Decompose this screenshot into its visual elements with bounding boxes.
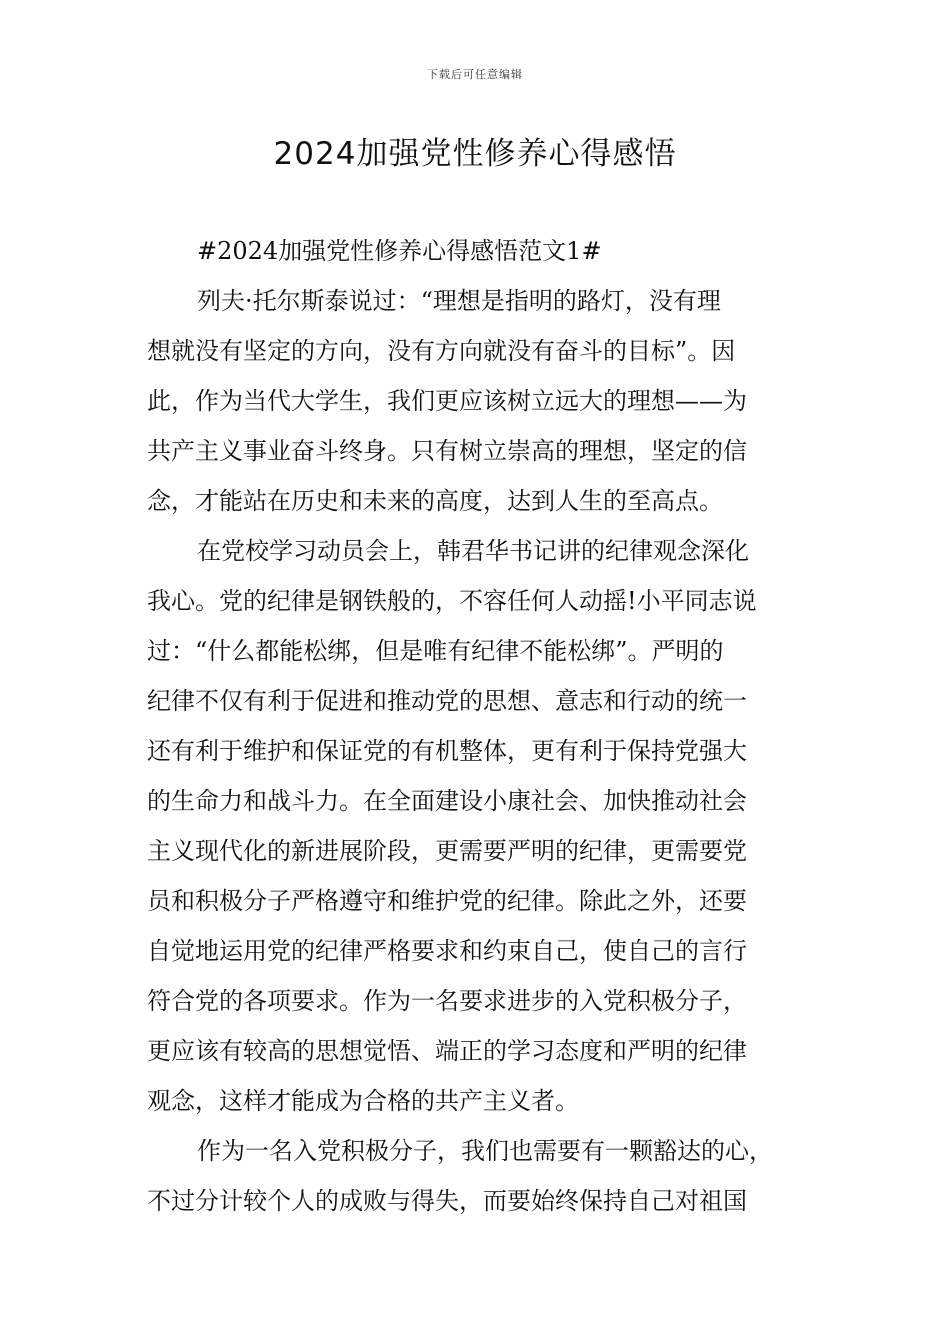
paragraph-2-line: 员和积极分子严格遵守和维护党的纪律。除此之外，还要 — [147, 887, 747, 915]
paragraph-3-line: 不过分计较个人的成败与得失，而要始终保持自己对祖国 — [147, 1187, 747, 1215]
paragraph-3-line: 作为一名入党积极分子，我们也需要有一颗豁达的心， — [197, 1137, 773, 1165]
paragraph-2-line: 还有利于维护和保证党的有机整体，更有利于保持党强大 — [147, 737, 747, 765]
paragraph-1-line: 共产主义事业奋斗终身。只有树立崇高的理想，坚定的信 — [147, 437, 747, 465]
section-heading: #2024加强党性修养心得感悟范文1# — [197, 237, 602, 265]
paragraph-2-line: 自觉地运用党的纪律严格要求和约束自己，使自己的言行 — [147, 937, 747, 965]
paragraph-2-line: 符合党的各项要求。作为一名要求进步的入党积极分子， — [147, 987, 747, 1015]
paragraph-2-line: 观念，这样才能成为合格的共产主义者。 — [147, 1087, 579, 1115]
paragraph-2-line: 在党校学习动员会上，韩君华书记讲的纪律观念深化 — [197, 537, 749, 565]
header-note: 下载后可任意编辑 — [427, 68, 523, 81]
document-body — [147, 226, 817, 1226]
paragraph-1-line: 想就没有坚定的方向，没有方向就没有奋斗的目标”。因 — [147, 337, 736, 365]
paragraph-1-line: 此，作为当代大学生，我们更应该树立远大的理想——为 — [147, 387, 747, 415]
paragraph-2-line: 我心。党的纪律是钢铁般的，不容任何人动摇!小平同志说 — [147, 587, 757, 615]
paragraph-1-line: 念，才能站在历史和未来的高度，达到人生的至高点。 — [147, 487, 723, 515]
paragraph-2-line: 纪律不仅有利于促进和推动党的思想、意志和行动的统一 — [147, 687, 747, 715]
document-title: 2024加强党性修养心得感悟 — [273, 136, 677, 172]
paragraph-1-line: 列夫·托尔斯泰说过：“理想是指明的路灯，没有理 — [197, 287, 721, 315]
paragraph-2-line: 的生命力和战斗力。在全面建设小康社会、加快推动社会 — [147, 787, 747, 815]
paragraph-2-line: 过：“什么都能松绑，但是唯有纪律不能松绑”。严明的 — [147, 637, 724, 665]
paragraph-2-line: 主义现代化的新进展阶段，更需要严明的纪律，更需要党 — [147, 837, 747, 865]
paragraph-2-line: 更应该有较高的思想觉悟、端正的学习态度和严明的纪律 — [147, 1037, 747, 1065]
